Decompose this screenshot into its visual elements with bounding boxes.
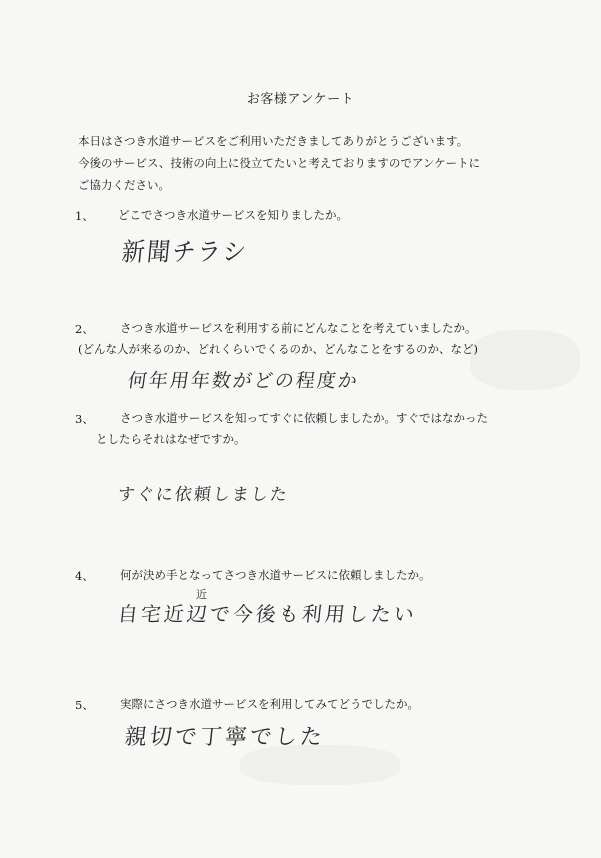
- intro-line: 今後のサービス、技術の向上に役立てたいと考えておりますのでアンケートに: [78, 156, 481, 170]
- paper-smudge: [470, 330, 580, 390]
- handwritten-answer: 何年用年数がどの程度か: [126, 370, 361, 392]
- intro-line: 本日はさつき水道サービスをご利用いただきましてありがとうございます。: [78, 134, 469, 148]
- question-number: 4、: [75, 569, 94, 583]
- question-text: [78, 339, 478, 360]
- handwritten-answer: 親切で丁寧でした: [123, 725, 327, 750]
- question-line: 実際にさつき水道サービスを利用してみてどうでしたか。: [120, 697, 419, 711]
- question-text: [120, 318, 477, 339]
- question-number: 3、: [75, 412, 94, 426]
- handwritten-correction: 近: [196, 588, 207, 601]
- handwritten-answer: すぐに依頼しました: [116, 485, 290, 505]
- question-line: (どんな人が来るのか、どれくらいでくるのか、どんなことをするのか、など): [78, 342, 478, 356]
- paper-smudge: [240, 745, 400, 785]
- question-line: さつき水道サービスを利用する前にどんなことを考えていましたか。: [120, 321, 477, 335]
- intro-line: ご協力ください。: [78, 178, 170, 192]
- intro-paragraph: [78, 130, 538, 196]
- question-number: 5、: [75, 698, 94, 712]
- question-number: 1、: [75, 209, 94, 223]
- handwritten-answer: 自宅近辺で今後も利用したい: [116, 602, 419, 626]
- question-text: [120, 408, 488, 429]
- handwritten-answer: 新聞チラシ: [120, 238, 250, 268]
- question-text: [118, 205, 348, 226]
- question-text: [120, 694, 419, 715]
- question-line: としたらそれはなぜですか。: [96, 432, 246, 446]
- question-line: さつき水道サービスを知ってすぐに依頼しましたか。すぐではなかった: [120, 411, 488, 425]
- question-text: [96, 429, 246, 450]
- question-line: どこでさつき水道サービスを知りましたか。: [118, 208, 348, 222]
- question-text: [120, 565, 431, 586]
- question-number: 2、: [75, 322, 94, 336]
- question-line: 何が決め手となってさつき水道サービスに依頼しましたか。: [120, 568, 431, 582]
- page-title: お客様アンケート: [246, 92, 355, 107]
